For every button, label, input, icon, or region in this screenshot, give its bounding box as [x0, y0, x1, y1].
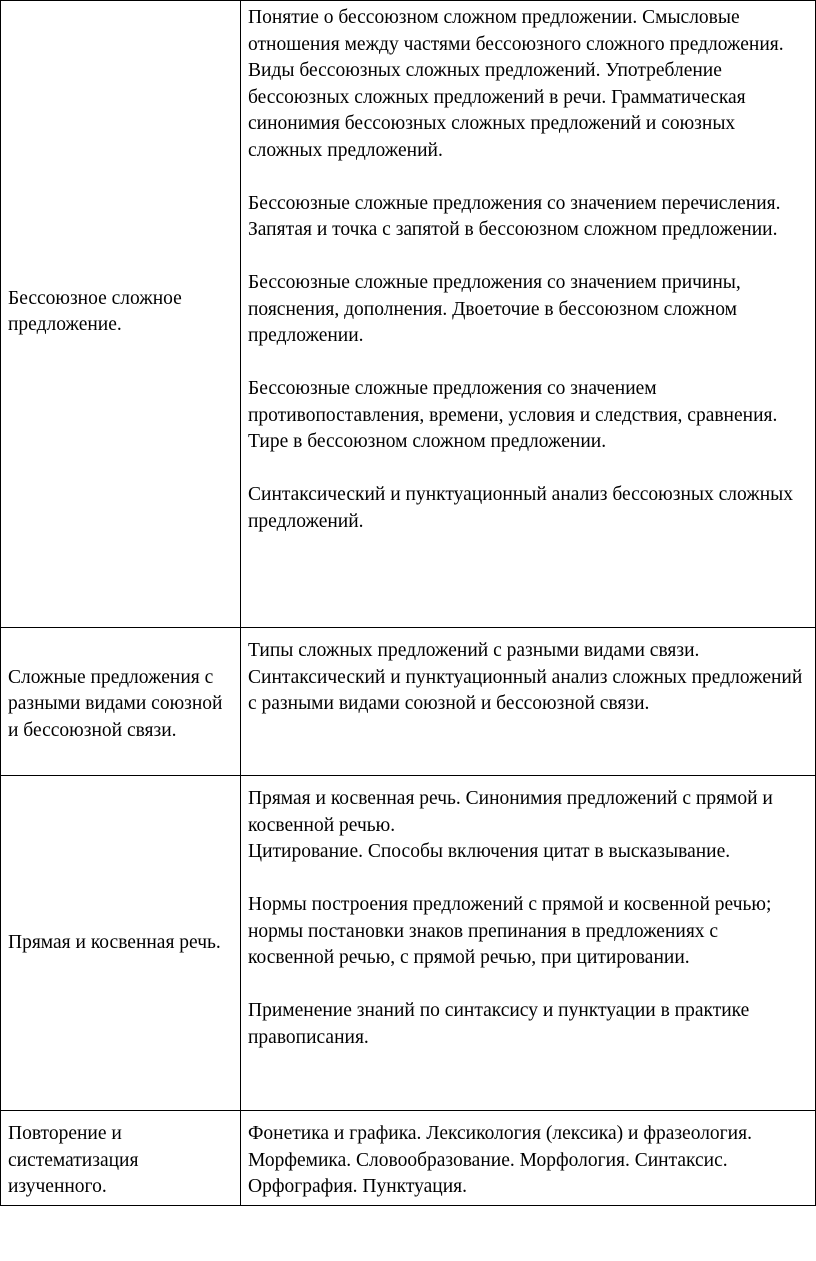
content-cell	[241, 628, 816, 776]
topic-text: Прямая и косвенная речь.	[8, 931, 221, 953]
content-paragraph: Синтаксический и пунктуационный анализ бессоюзных сложных предложений.	[248, 484, 794, 532]
topic-cell	[1, 776, 241, 1111]
content-paragraph: Бессоюзные сложные предложения со значением перечисления. Запятая и точка с запятой в бессоюзном сложном предложении.	[248, 192, 781, 240]
content-paragraph: Фонетика и графика. Лексикология (лексика) и фразеология. Морфемика. Словообразование. Морфология. Синтаксис. Орфография. Пунктуация.	[248, 1123, 752, 1197]
topic-text: Повторение и систематизация изученного.	[8, 1123, 139, 1197]
content-paragraph: Бессоюзные сложные предложения со значением причины, пояснения, дополнения. Двоеточие в бессоюзном сложном предложении.	[248, 272, 741, 346]
table-row	[1, 628, 816, 776]
content-paragraph: Понятие о бессоюзном сложном предложении. Смысловые отношения между частями бессоюзного сложного предложения. Виды бессоюзных сложных предложений. Употребление бессоюзных сложных предложений в речи. Грамматическая синонимия бессоюзных сложных предложений и союзных сложных предложений.	[248, 7, 784, 161]
content-paragraph: Прямая и косвенная речь. Синонимия предложений с прямой и косвенной речью.	[248, 788, 773, 836]
table-row	[1, 1, 816, 628]
topic-text: Сложные предложения с разными видами союзной и бессоюзной связи.	[8, 666, 223, 741]
content-paragraph: Бессоюзные сложные предложения со значением противопоставления, времени, условия и следствия, сравнения. Тире в бессоюзном сложном предложении.	[248, 378, 778, 452]
content-cell	[241, 776, 816, 1111]
content-paragraph: Типы сложных предложений с разными видами связи. Синтаксический и пунктуационный анализ сложных предложений с разными видами союзной и бессоюзной связи.	[248, 640, 803, 714]
table-row	[1, 776, 816, 1111]
topic-text: Бессоюзное сложное предложение.	[8, 287, 182, 335]
content-paragraph: Применение знаний по синтаксису и пунктуации в практике правописания.	[248, 1000, 750, 1048]
topic-cell	[1, 1111, 241, 1206]
topic-cell	[1, 628, 241, 776]
topic-cell	[1, 1, 241, 628]
content-cell	[241, 1111, 816, 1206]
content-paragraph: Цитирование. Способы включения цитат в высказывание.	[248, 841, 731, 862]
content-cell	[241, 1, 816, 628]
content-paragraph: Нормы построения предложений с прямой и косвенной речью; нормы постановки знаков препинания в предложениях с косвенной речью, с прямой речью, при цитировании.	[248, 894, 772, 968]
table-row	[1, 1111, 816, 1206]
